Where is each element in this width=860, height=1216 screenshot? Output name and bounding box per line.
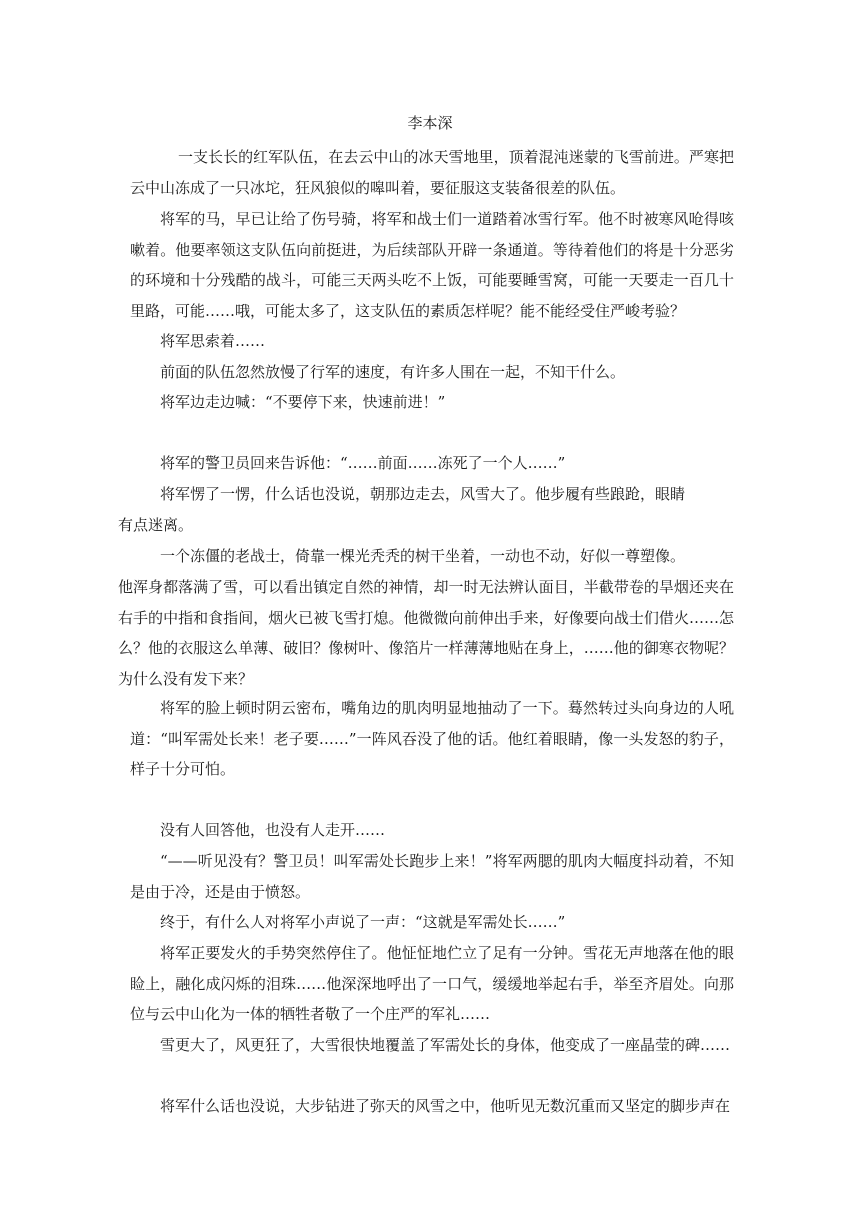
- paragraph-5: 将军边走边喊：“不要停下来，快速前进！”: [160, 393, 446, 411]
- paragraph-15: 雪更大了，风更狂了，大雪很快地覆盖了军需处长的身体，他变成了一座晶莹的碑……: [160, 1036, 731, 1054]
- paragraph-8: 一个冻僵的老战士，倚靠一棵光秃秃的树干坐着，一动也不动，好似一尊塑像。: [160, 547, 686, 565]
- paragraph-14: 将军正要发火的手势突然停住了。他怔怔地伫立了足有一分钟。雪花无声地落在他的眼睑上，融化成闪烁的泪珠……他深深地呼出了一口气，缓缓地举起右手，举至齐眉处。向那位与云中山化为一体的牺牲者敬了一个庄严的军礼……: [130, 944, 734, 1023]
- paragraph-12: “——听见没有？警卫员！叫军需处长跑步上来！”将军两腮的肌肉大幅度抖动着，不知是由于冷，还是由于愤怒。: [130, 852, 734, 901]
- paragraph-11: 没有人回答他，也没有人走开……: [160, 821, 386, 839]
- paragraph-4: 前面的队伍忽然放慢了行军的速度，有许多人围在一起，不知干什么。: [160, 363, 626, 381]
- paragraph-9: 他浑身都落满了雪，可以看出镇定自然的神情，却一时无法辨认面目，半截带卷的旱烟还夹在右手的中指和食指间，烟火已被飞雪打熄。他微微向前伸出手来，好像要向战士们借火……怎么？他的衣服这么单薄、破旧？像树叶、像箔片一样薄薄地贴在身上，……他的御寒衣物呢？为什么没有发下来？: [118, 578, 734, 688]
- paragraph-7: 将军愣了一愣，什么话也没说，朝那边走去，风雪大了。他步履有些踉跄，眼睛: [160, 485, 686, 503]
- author-name: 李本深: [407, 114, 453, 132]
- paragraph-7-continuation: 有点迷离。: [118, 516, 194, 534]
- paragraph-3: 将军思索着……: [160, 332, 266, 350]
- paragraph-10: 将军的脸上顿时阴云密布，嘴角边的肌肉明显地抽动了一下。蓦然转过头向身边的人吼道：“叫军需处长来！老子要……”一阵风吞没了他的话。他红着眼睛，像一头发怒的豹子，样子十分可怕。: [130, 699, 734, 778]
- paragraph-2: 将军的马，早已让给了伤号骑，将军和战士们一道踏着冰雪行军。他不时被寒风呛得咳嗽着。他要率领这支队伍向前挺进，为后续部队开辟一条通道。等待着他们的将是十分恶劣的环境和十分残酷的战斗，可能三天两头吃不上饭，可能要睡雪窝，可能一天要走一百几十里路，可能……哦，可能太多了，这支队伍的素质怎样呢？能不能经受住严峻考验？: [130, 210, 734, 320]
- paragraph-6: 将军的警卫员回来告诉他：“……前面……冻死了一个人……”: [160, 454, 566, 472]
- paragraph-1: 一支长长的红军队伍，在去云中山的冰天雪地里，顶着混沌迷蒙的飞雪前进。严寒把云中山冻成了一只冰坨，狂风狼似的嗥叫着，要征服这支装备很差的队伍。: [130, 148, 734, 197]
- paragraph-13: 终于，有什么人对将军小声说了一声：“这就是军需处长……”: [160, 913, 566, 931]
- paragraph-16: 将军什么话也没说，大步钻进了弥天的风雪之中，他听见无数沉重而又坚定的脚步声在: [160, 1097, 731, 1115]
